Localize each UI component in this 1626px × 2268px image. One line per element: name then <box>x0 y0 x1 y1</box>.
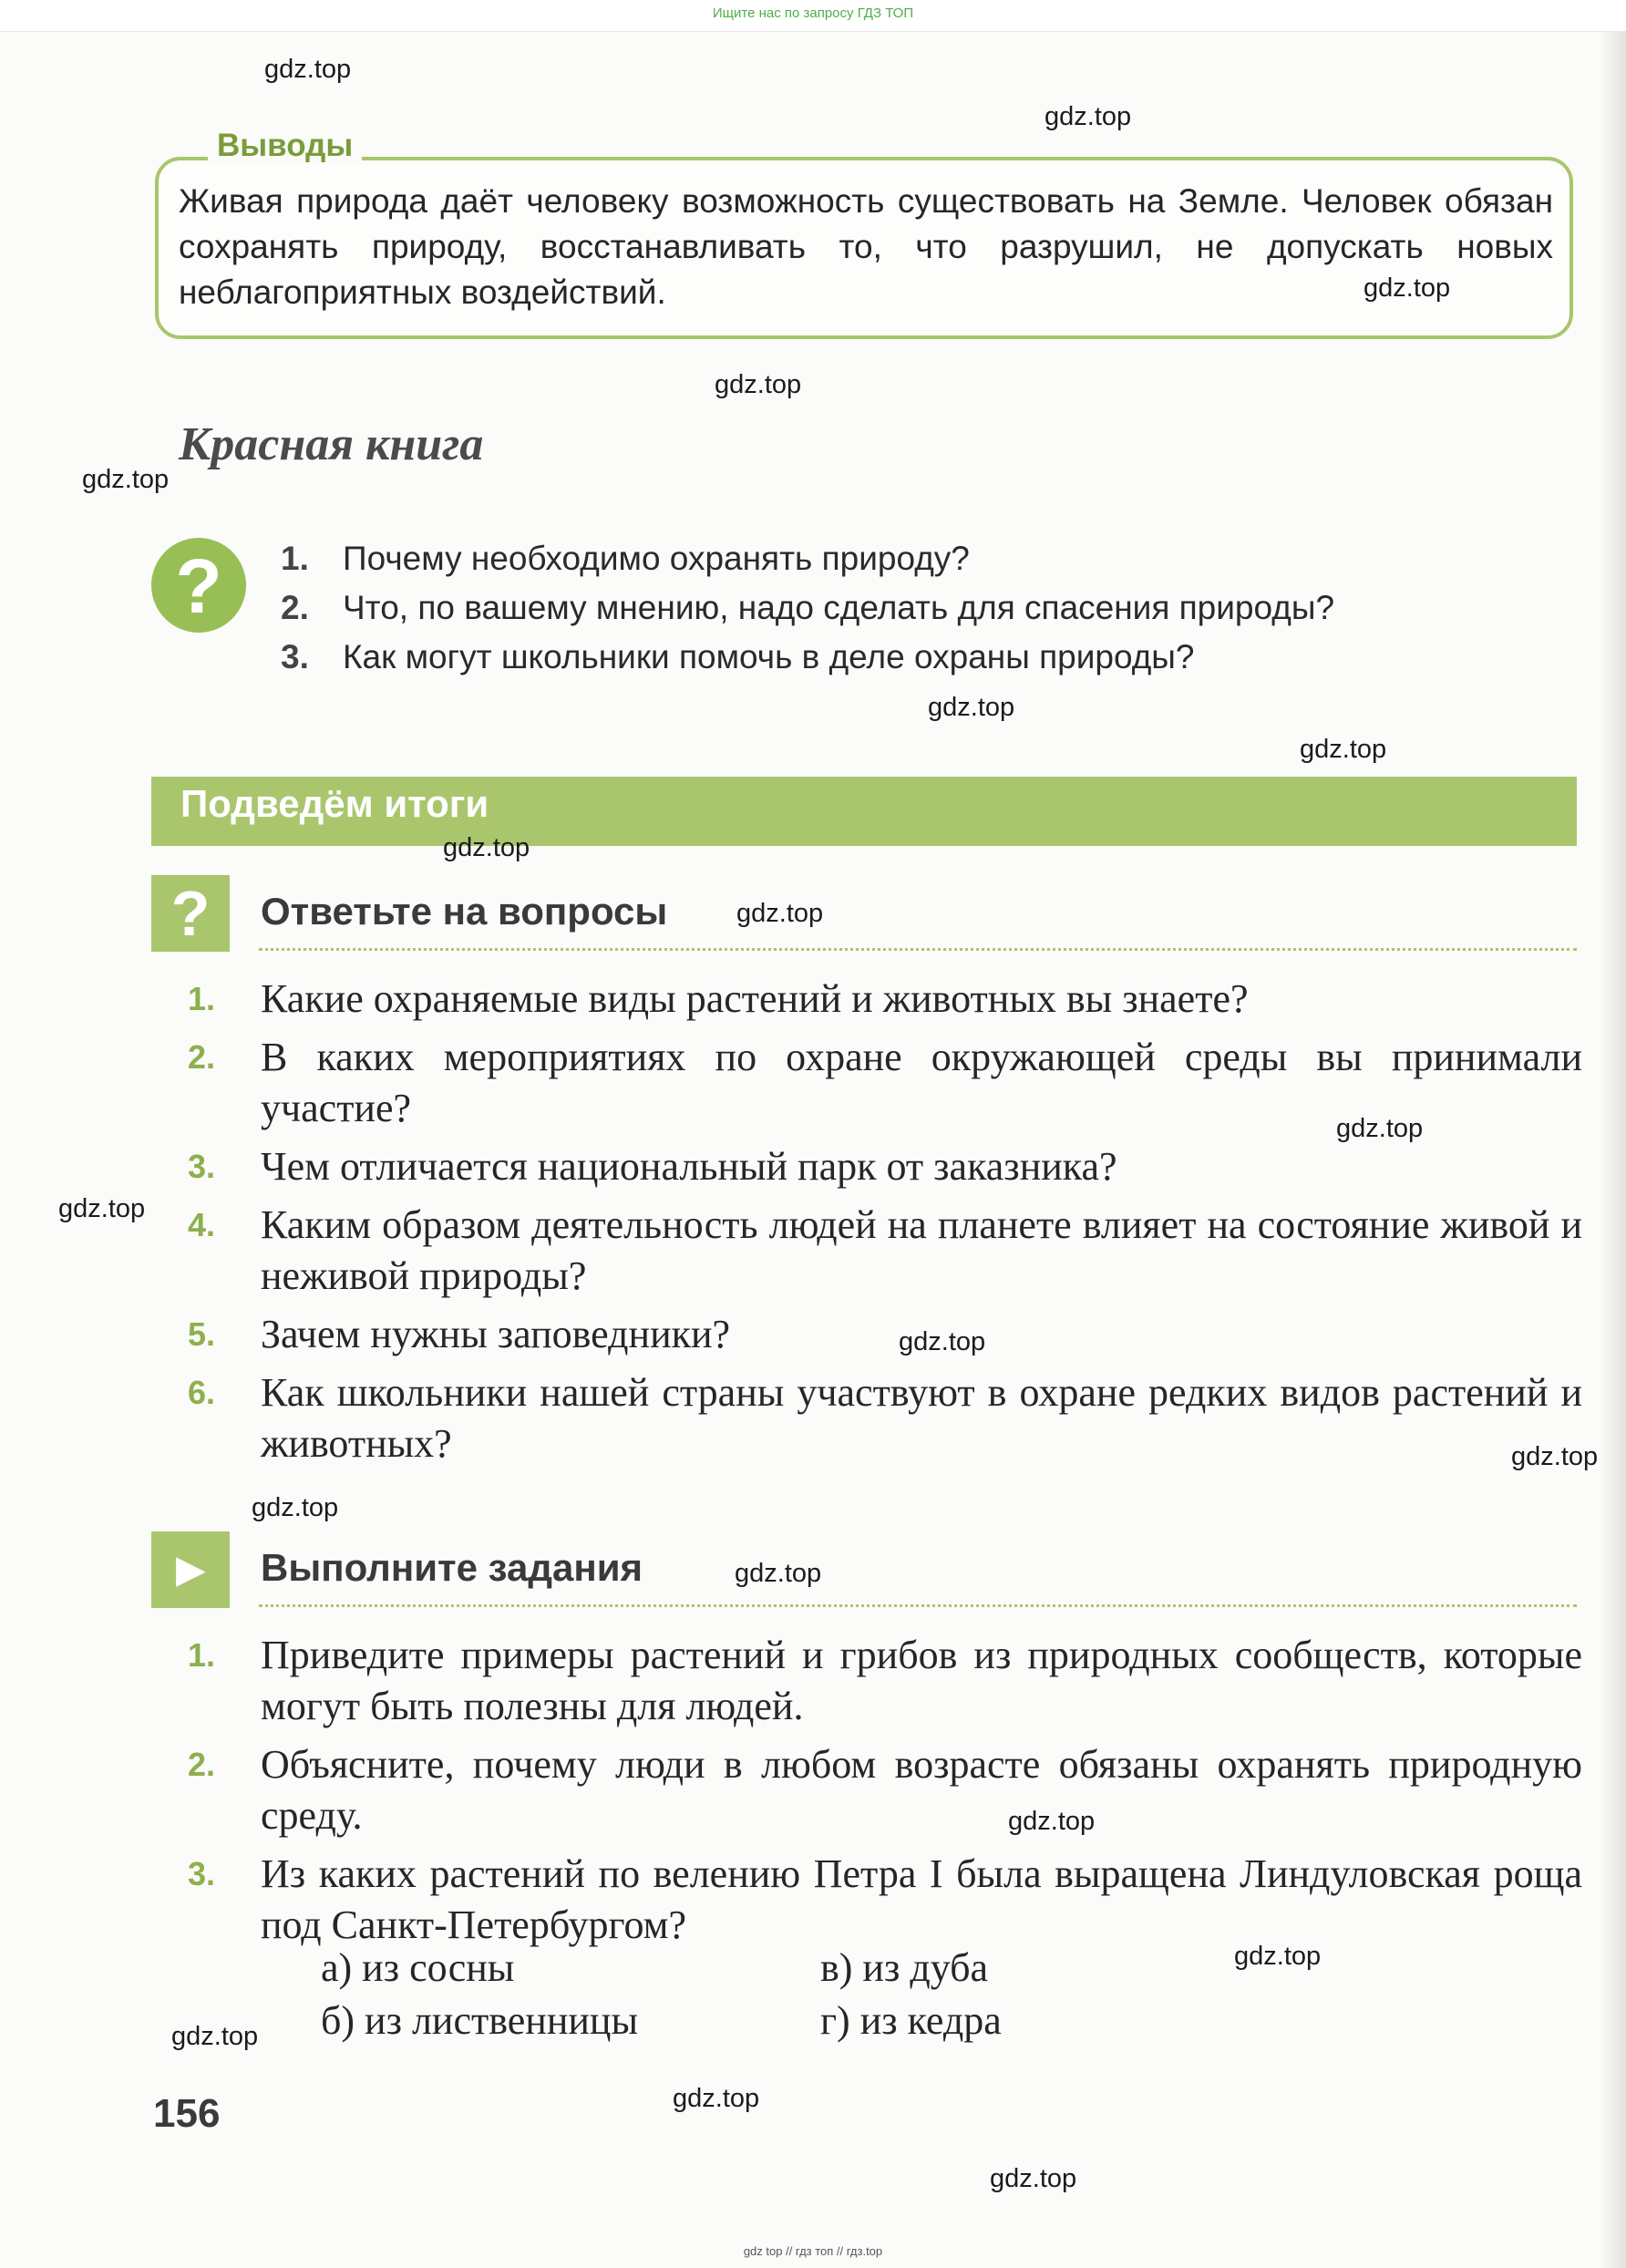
watermark: gdz.top <box>899 1327 986 1356</box>
option: в) из дуба <box>820 1945 989 1990</box>
option: г) из кедра <box>820 1998 1002 2043</box>
watermark: gdz.top <box>58 1194 146 1223</box>
conclusions-title: Выводы <box>208 128 362 164</box>
watermark: gdz.top <box>715 370 802 399</box>
list-item <box>179 1739 1582 1841</box>
item-text: Какие охраняемые виды растений и животных вы знаете? <box>261 976 1249 1021</box>
item-number: 3. <box>188 1855 216 1892</box>
list-item <box>179 1367 1582 1469</box>
watermark: gdz.top <box>736 899 824 928</box>
list-item <box>281 633 1557 682</box>
watermark: gdz.top <box>264 55 352 84</box>
item-number: 1. <box>188 1636 216 1674</box>
conclusions-text: Живая природа даёт человеку возможность существовать на Земле. Человек обязан сохранять природу, восстанавливать то, что разрушил, не допускать новых неблагоприятных воздействий. <box>179 182 1553 311</box>
watermark: gdz.top <box>82 465 170 494</box>
option: б) из лиственницы <box>321 1998 639 2043</box>
watermark: gdz.top <box>990 2164 1077 2193</box>
task-section-title: Выполните задания <box>261 1546 643 1589</box>
item-text: Как могут школьники помочь в деле охраны природы? <box>343 638 1195 675</box>
item-text: Объясните, почему люди в любом возрасте обязаны охранять природную среду. <box>261 1742 1582 1838</box>
list-item <box>179 1200 1582 1302</box>
item-number: 2. <box>188 1038 216 1076</box>
item-number: 3. <box>281 638 309 675</box>
item-text: Чем отличается национальный парк от заказника? <box>261 1144 1117 1189</box>
watermark: gdz.top <box>443 833 530 862</box>
watermark: gdz.top <box>1008 1807 1096 1836</box>
options-row <box>321 1995 1232 2047</box>
intro-question-list <box>281 534 1557 682</box>
item-number: 3. <box>188 1148 216 1185</box>
item-text: Каким образом деятельность людей на планете влияет на состояние живой и неживой природы? <box>261 1202 1582 1298</box>
answer-options <box>321 1942 1232 2047</box>
section-divider <box>259 948 1577 951</box>
list-item <box>179 974 1582 1025</box>
item-text: В каких мероприятиях по охране окружающей среды вы принимали участие? <box>261 1035 1582 1130</box>
watermark: gdz.top <box>252 1493 339 1522</box>
page-number: 156 <box>153 2091 221 2136</box>
watermark: gdz.top <box>1300 735 1387 764</box>
watermark: gdz.top <box>1045 102 1132 131</box>
item-number: 6. <box>188 1374 216 1411</box>
item-text: Зачем нужны заповедники? <box>261 1312 731 1356</box>
item-number: 1. <box>281 540 309 577</box>
list-item <box>281 534 1557 583</box>
list-item <box>281 583 1557 633</box>
item-text: Как школьники нашей страны участвуют в охране редких видов растений и животных? <box>261 1370 1582 1466</box>
bottom-banner[interactable]: gdz top // гдз топ // гдз.top <box>743 2244 883 2258</box>
item-number: 5. <box>188 1315 216 1353</box>
summary-title: Подведём итоги <box>180 782 489 825</box>
question-icon: ? <box>151 875 230 952</box>
option: а) из сосны <box>321 1945 515 1990</box>
watermark: gdz.top <box>1364 273 1451 303</box>
watermark: gdz.top <box>735 1559 822 1588</box>
item-text: Что, по вашему мнению, надо сделать для спасения природы? <box>343 589 1335 626</box>
watermark: gdz.top <box>1336 1114 1424 1143</box>
question-mark-icon: ? <box>151 538 246 633</box>
item-number: 2. <box>188 1746 216 1783</box>
task-list <box>179 1630 1582 1958</box>
section-divider <box>259 1604 1577 1607</box>
answer-section-title: Ответьте на вопросы <box>261 890 668 933</box>
watermark: gdz.top <box>1234 1942 1322 1971</box>
top-banner[interactable]: Ищите нас по запросу ГДЗ ТОП <box>712 5 914 21</box>
item-number: 2. <box>281 589 309 626</box>
item-text: Почему необходимо охранять природу? <box>343 540 970 577</box>
item-number: 1. <box>188 980 216 1017</box>
options-row <box>321 1942 1232 1995</box>
list-item <box>179 1309 1582 1360</box>
list-item <box>179 1630 1582 1732</box>
watermark: gdz.top <box>1511 1442 1599 1471</box>
list-item <box>179 1849 1582 1951</box>
watermark: gdz.top <box>673 2084 760 2113</box>
red-book-heading: Красная книга <box>179 418 484 470</box>
item-text: Из каких растений по велению Петра I была выращена Линдуловская роща под Санкт-Петербургом? <box>261 1851 1582 1947</box>
answer-question-list <box>179 974 1582 1477</box>
play-icon: ▶ <box>151 1531 230 1608</box>
watermark: gdz.top <box>171 2022 259 2051</box>
item-number: 4. <box>188 1206 216 1243</box>
item-text: Приведите примеры растений и грибов из природных сообществ, которые могут быть полезны для людей. <box>261 1633 1582 1728</box>
list-item <box>179 1141 1582 1192</box>
watermark: gdz.top <box>928 693 1015 722</box>
page-edge-shadow <box>1599 0 1626 2268</box>
